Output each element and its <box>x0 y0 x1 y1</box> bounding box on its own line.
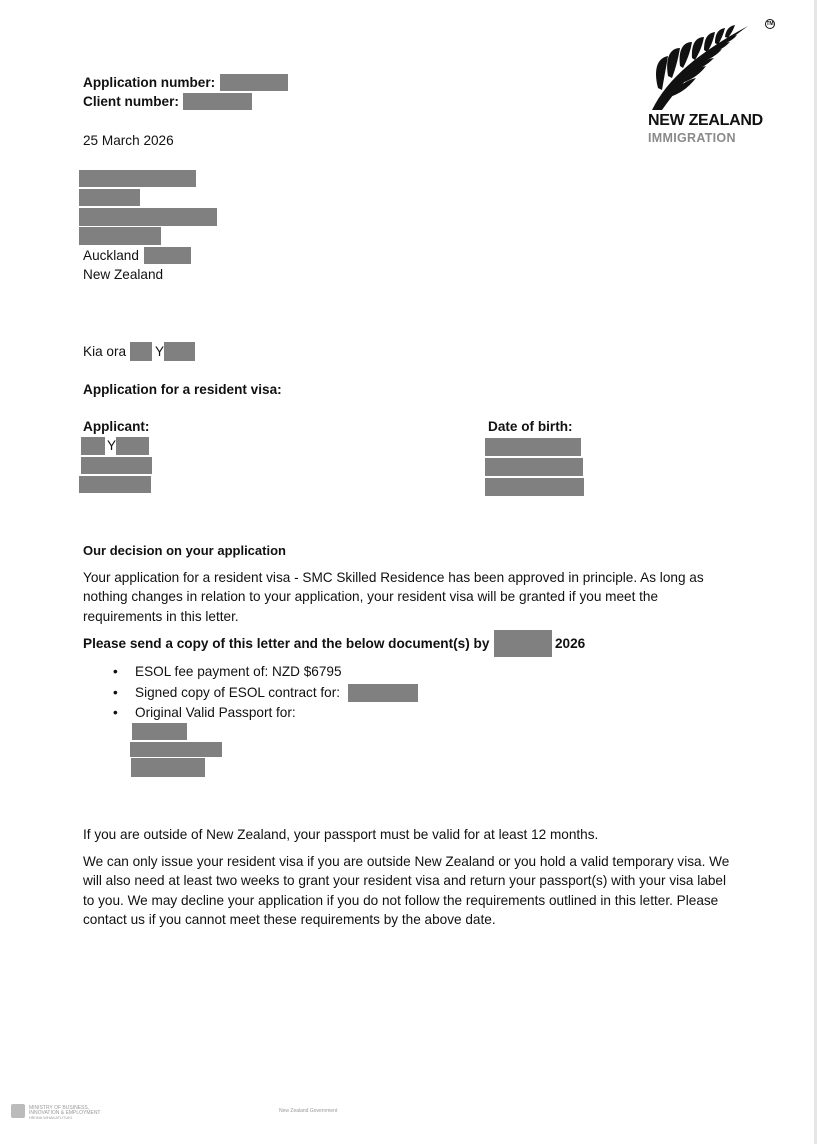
dob-label: Date of birth: <box>488 419 573 434</box>
visa-issue-note: We can only issue your resident visa if you are outside New Zealand or you hold a valid temporary visa. We will also need at least two weeks to grant your resident visa and return your passport(s) with your visa label to you. We may decline your application if you do not follow the requirements outlined in this letter. Please contact us if you cannot meet these requirements by the above date. <box>83 854 730 927</box>
silver-fern-icon <box>648 18 768 113</box>
applicant-label: Applicant: <box>83 419 150 434</box>
required-item: • ESOL fee payment of: NZD $6795 <box>135 662 342 681</box>
required-item: • Signed copy of ESOL contract for: <box>135 683 340 702</box>
send-documents-prefix: Please send a copy of this letter and the below document(s) by <box>83 636 490 651</box>
nz-government-wordmark: New Zealand Government <box>279 1108 338 1114</box>
ministry-line1: MINISTRY OF BUSINESS, <box>29 1105 90 1111</box>
redacted-dob <box>485 458 583 476</box>
redacted-address-line <box>79 170 196 187</box>
greeting: Kia ora <box>83 344 127 359</box>
application-number-label: Application number: <box>83 75 216 90</box>
redacted-address-line <box>79 189 140 206</box>
send-documents-year: 2026 <box>555 636 586 651</box>
redacted-dob <box>485 478 584 496</box>
redacted-deadline <box>494 630 552 657</box>
decision-body: Your application for a resident visa - SMC Skilled Residence has been approved in principle. As long as nothing changes in relation to your application, your resident visa will be granted if you meet the requirements in this letter. <box>83 570 704 624</box>
ministry-line3: HĪKINA WHAKATUTUKI <box>29 1115 73 1120</box>
redacted-passport-holder <box>131 758 205 777</box>
redacted-applicant-name <box>81 437 105 455</box>
client-number-label: Client number: <box>83 94 179 109</box>
redacted-passport-holder <box>132 723 187 740</box>
passport-validity-note: If you are outside of New Zealand, your passport must be valid for at least 12 months. <box>83 827 599 842</box>
redacted-passport-holder <box>130 742 222 757</box>
redacted-applicant-name <box>79 476 151 493</box>
redacted-name <box>164 342 195 361</box>
subject-line: Application for a resident visa: <box>83 382 282 397</box>
mbie-crest-icon <box>11 1104 25 1118</box>
redacted-applicant-name <box>81 457 152 474</box>
address-city: Auckland <box>83 248 139 263</box>
redacted-contract-name <box>348 684 418 702</box>
redacted-address-line <box>79 208 217 226</box>
trademark-mark: TM <box>766 21 774 27</box>
address-country: New Zealand <box>83 267 164 282</box>
logo-line1: NEW ZEALAND <box>648 112 763 129</box>
logo-line2: IMMIGRATION <box>648 131 736 145</box>
greeting-initial: Y <box>155 344 165 359</box>
redacted-postcode <box>144 247 191 264</box>
decision-heading: Our decision on your application <box>83 543 286 558</box>
nz-immigration-logo <box>646 16 776 148</box>
applicant-initial: Y <box>107 438 117 453</box>
redacted-dob <box>485 438 581 456</box>
redacted-client-number <box>183 93 252 110</box>
redacted-name <box>130 342 152 361</box>
ministry-line2: INNOVATION & EMPLOYMENT <box>29 1110 101 1116</box>
redacted-application-number <box>220 74 288 91</box>
letter-date: 25 March 2026 <box>83 133 174 148</box>
redacted-address-line <box>79 227 161 245</box>
required-item: • Original Valid Passport for: <box>135 703 296 722</box>
redacted-applicant-name <box>116 437 149 455</box>
